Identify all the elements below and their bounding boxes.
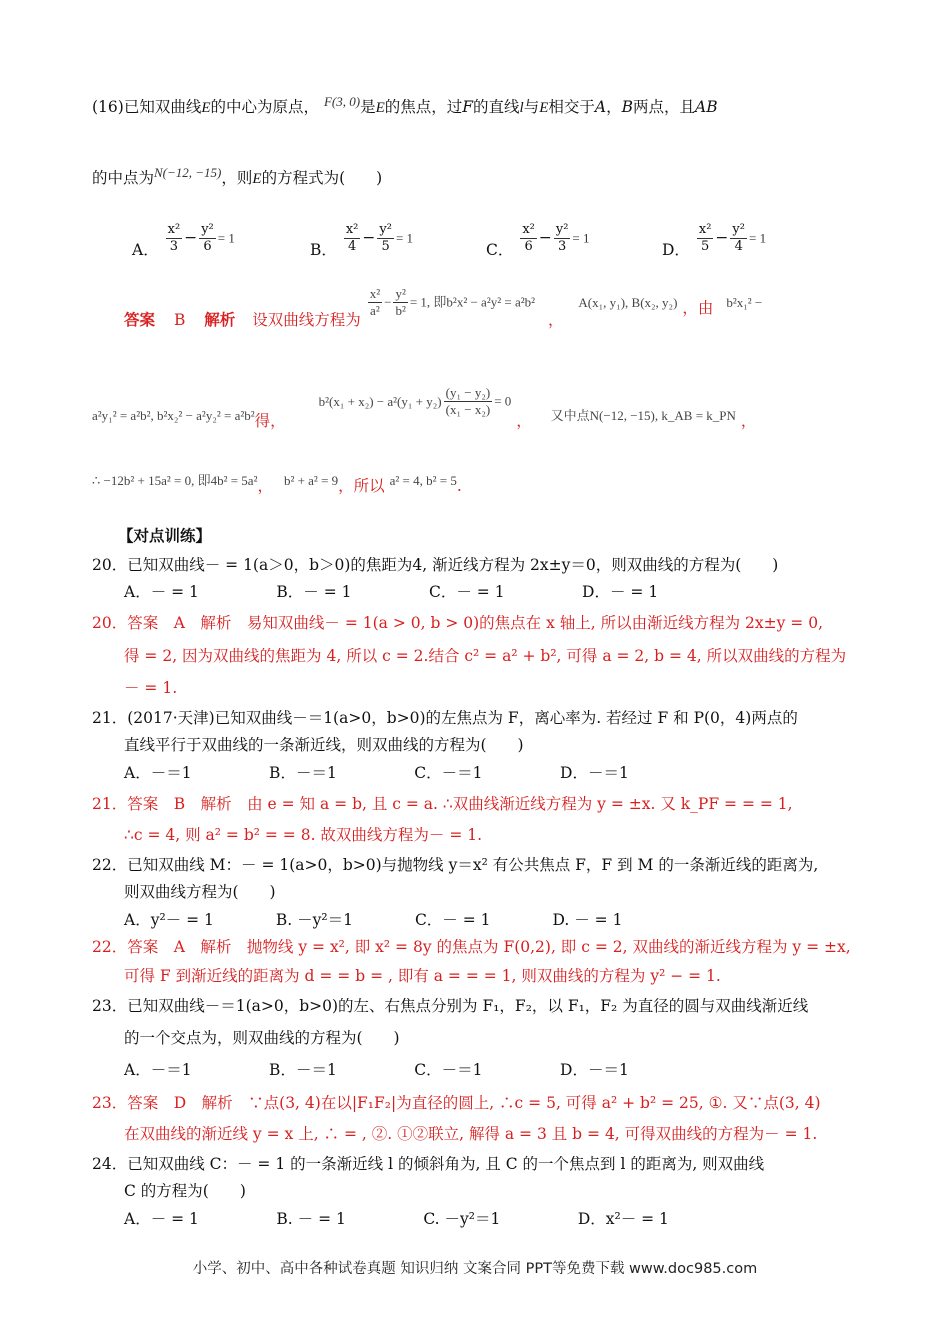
- q16-text: 是: [360, 98, 376, 116]
- fraction: [697, 222, 714, 255]
- q16-stem-line1: [92, 94, 718, 118]
- option-label: C．: [486, 240, 514, 259]
- q23-answer-line1: 23．答案 D 解析 ∵点(3, 4)在以|F₁F₂|为直径的圆上, ∴c = 5, 可得 a² + b² = 25, ①. 又∵点(3, 4): [92, 1094, 821, 1112]
- numerator: y²: [379, 222, 392, 237]
- numerator: (y₁ − y₂): [445, 385, 491, 400]
- denominator: 4: [347, 239, 357, 254]
- denominator: 5: [381, 239, 390, 254]
- q16-math-E: E: [252, 171, 262, 187]
- q23-options[interactable]: A．－＝1 B．－＝1 C．－＝1 D．－＝1: [124, 1061, 629, 1079]
- q22-answer-line1: 22．答案 A 解析 抛物线 y = x², 即 x² = 8y 的焦点为 F(0,2), 即 c = 2, 双曲线的渐近线方程为 y = ±x,: [92, 938, 851, 956]
- equation: b²x₁² −: [726, 294, 763, 310]
- q16-answer-line2: [92, 385, 757, 430]
- q20-answer-line3: － = 1.: [124, 679, 178, 697]
- fraction: [554, 222, 571, 255]
- equation-rhs: = 1: [748, 230, 767, 246]
- equation: 又中点N(−12, −15), k_AB = k_PN: [550, 407, 736, 423]
- q16-text: 的中点为: [92, 169, 155, 187]
- fraction: [444, 385, 493, 418]
- explanation-text: ，: [547, 310, 564, 329]
- q16-answer-line1: 答案 B 解析 设双曲线方程为 $\frac{\text{x²}}{\text{a²}}$ − $\frac{\text{y²}}{\text{b²}}$ = 1, 即b²x² − a²y² = a²b² ， A(x₁, y₁), B(x₂, y₂) ，由 b²x₁² −: [124, 286, 763, 329]
- q16-text: 的方程式为( ): [261, 169, 383, 187]
- q20-answer-line1: 20．答案 A 解析 易知双曲线－ = 1(a > 0, b > 0)的焦点在 x 轴上, 所以由渐近线方程为 2x±y = 0,: [92, 614, 823, 632]
- q24-stem-line2: C 的方程为( ): [124, 1182, 246, 1200]
- q16-text: 与: [523, 98, 540, 116]
- explanation-text: 设双曲线方程为: [252, 310, 361, 329]
- explanation-text: ，所以: [338, 477, 385, 495]
- answer-label: 答案: [124, 309, 156, 329]
- denominator: 3: [169, 239, 179, 254]
- section-heading: 【对点训练】: [118, 526, 212, 545]
- q22-options[interactable]: A．y²－ = 1 B. －y²＝1 C．－ = 1 D. － = 1: [124, 911, 623, 929]
- explanation-label: 解析: [204, 309, 236, 329]
- q24-stem-line1: 24．已知双曲线 C：－ = 1 的一条渐近线 l 的倾斜角为, 且 C 的一个焦点到 l 的距离为, 则双曲线: [92, 1155, 765, 1173]
- equation-rhs: = 1: [217, 230, 235, 246]
- q22-answer-line2: 可得 F 到渐近线的距离为 d = = b = , 即有 a = = = 1, 则双曲线的方程为 y² − = 1.: [124, 967, 721, 985]
- explanation-text: ，: [257, 477, 273, 495]
- q16-text: 两点，且: [633, 98, 696, 116]
- numerator: x²: [345, 222, 359, 237]
- q20-answer-line2: 得 = 2, 因为双曲线的焦距为 4, 所以 c = 2.结合 c² = a² + b², 可得 a = 2, b = 4, 所以双曲线的方程为: [124, 647, 847, 665]
- q16-text: 的直线: [473, 98, 520, 116]
- q16-text: 的中心为原点，: [210, 98, 320, 116]
- equation: ∴ −12b² + 15a² = 0, 即4b² = 5a²: [92, 473, 258, 488]
- option-label: D．: [662, 240, 690, 259]
- q21-answer-line1: 21．答案 B 解析 由 e = 知 a = b, 且 c = a. ∴双曲线渐近线方程为 y = ±x. 又 k_PF = = = 1,: [92, 795, 793, 813]
- q23-stem-line2: 的一个交点为，则双曲线的方程为( ): [124, 1029, 400, 1047]
- numerator: x²: [369, 286, 381, 301]
- q23-answer-line2: 在双曲线的渐近线 y = x 上, ∴ = , ②. ①②联立, 解得 a = 3 且 b = 4, 可得双曲线的方程为－ = 1.: [124, 1125, 818, 1143]
- equation-rhs: = 1: [572, 230, 590, 246]
- denominator: b²: [395, 303, 406, 318]
- q16-math-F: F: [462, 98, 474, 116]
- numerator: x²: [522, 222, 535, 237]
- fraction: [377, 222, 394, 255]
- footer-banner[interactable]: 小学、初中、高中各种试卷真题 知识归纳 文案合同 PPT等免费下载 www.doc985.com: [192, 1261, 758, 1277]
- denominator: 5: [701, 239, 710, 254]
- denominator: 6: [203, 239, 212, 254]
- denominator: 6: [524, 239, 533, 254]
- equation: a² = 4, b² = 5: [389, 473, 457, 488]
- equation: a²y₁² = a²b², b²x₂² − a²y₂² = a²b²: [92, 407, 255, 423]
- explanation-text: ，: [516, 411, 532, 430]
- option-label: A．: [132, 240, 159, 259]
- q21-options[interactable]: A．－＝1 B．－＝1 C．－＝1 D．－＝1: [124, 764, 629, 782]
- q16-math-AB: AB: [695, 98, 718, 116]
- fraction: [199, 222, 216, 255]
- option-label: B．: [310, 240, 337, 259]
- q16-math-E: E: [375, 100, 385, 116]
- denominator: 3: [558, 239, 567, 254]
- q16-math-l: l: [519, 100, 524, 116]
- q24-options[interactable]: A．－ = 1 B. － = 1 C. －y²＝1 D．x²－ = 1: [124, 1210, 669, 1228]
- q16-math-midpoint: N(−12, −15): [154, 165, 222, 180]
- explanation-text: ，: [740, 411, 757, 430]
- q20-options[interactable]: A．－ = 1 B．－ = 1 C．－ = 1 D．－ = 1: [124, 583, 659, 601]
- q16-text: (16)已知双曲线: [92, 98, 202, 116]
- numerator: x²: [698, 222, 712, 237]
- q22-stem-line2: 则双曲线方程为( ): [124, 883, 276, 901]
- q16-text: 的焦点，过: [384, 98, 463, 116]
- fraction: [368, 286, 382, 319]
- equation: A(x₁, y₁), B(x₂, y₂): [578, 294, 678, 310]
- q16-option-a[interactable]: A． $\frac{\text{x²}}{3}$ − $\frac{\text{y²}}{6}$ = 1: [132, 222, 235, 259]
- equation: = 1, 即b²x² − a²y² = a²b²: [409, 294, 536, 310]
- fraction: [730, 222, 747, 255]
- q21-answer-line2: ∴c = 4, 则 a² = b² = = 8. 故双曲线方程为－ = 1.: [124, 826, 483, 844]
- numerator: x²: [167, 222, 181, 237]
- q16-math-focus: F(3, 0): [323, 94, 361, 109]
- q22-stem-line1: 22．已知双曲线 M：－ = 1(a>0，b>0)与抛物线 y＝x² 有公共焦点 F，F 到 M 的一条渐近线的距离为,: [92, 856, 819, 874]
- q16-option-d[interactable]: D． $\frac{\text{x²}}{5}$ − $\frac{\text{y²}}{4}$ = 1: [662, 222, 767, 259]
- equation: b²(x₁ + x₂) − a²(y₁ + y₂): [318, 393, 442, 409]
- q16-math-E: E: [201, 100, 211, 116]
- q16-text: ，: [606, 98, 622, 116]
- explanation-text: ，由: [682, 298, 714, 317]
- denominator: 4: [734, 239, 743, 254]
- denominator: (x₁ − x₂): [445, 402, 491, 417]
- q16-option-b[interactable]: B． $\frac{\text{x²}}{4}$ − $\frac{\text{y²}}{5}$ = 1: [310, 222, 414, 259]
- equation-rhs: = 1: [395, 230, 414, 246]
- q21-stem-line1: 21．(2017·天津)已知双曲线－＝1(a>0，b>0)的左焦点为 F，离心率为. 若经过 F 和 P(0，4)两点的: [92, 709, 798, 727]
- answer-value: B: [173, 310, 186, 329]
- q23-stem-line1: 23．已知双曲线－＝1(a>0，b>0)的左、右焦点分别为 F₁，F₂，以 F₁，F₂ 为直径的圆与双曲线渐近线: [92, 997, 809, 1015]
- fraction: [166, 222, 183, 255]
- q16-text: 相交于: [548, 98, 595, 116]
- q20-stem: 20．已知双曲线－ = 1(a＞0，b＞0)的焦距为4, 渐近线方程为 2x±y＝0，则双曲线的方程为( ): [92, 556, 779, 574]
- q16-answer-line3: [92, 470, 462, 495]
- denominator: a²: [370, 303, 380, 318]
- q16-math-E: E: [539, 100, 549, 116]
- q16-text: ，则: [221, 169, 253, 187]
- q16-math-B: B: [621, 98, 634, 116]
- numerator: y²: [732, 222, 745, 237]
- fraction: [393, 286, 407, 319]
- fraction: [520, 222, 537, 255]
- q16-option-c[interactable]: C． $\frac{\text{x²}}{6}$ − $\frac{\text{y²}}{3}$ = 1: [486, 222, 590, 259]
- fraction: [344, 222, 361, 255]
- q21-stem-line2: 直线平行于双曲线的一条渐近线，则双曲线的方程为( ): [124, 736, 524, 754]
- q16-math-A: A: [594, 98, 607, 116]
- explanation-text: 得，: [254, 411, 286, 430]
- equation: = 0: [494, 393, 512, 409]
- numerator: y²: [555, 222, 569, 237]
- explanation-text: .: [456, 477, 462, 495]
- numerator: y²: [201, 222, 214, 237]
- equation: b² + a² = 9: [283, 473, 339, 488]
- q16-stem-line2: [92, 165, 383, 189]
- numerator: y²: [395, 286, 406, 301]
